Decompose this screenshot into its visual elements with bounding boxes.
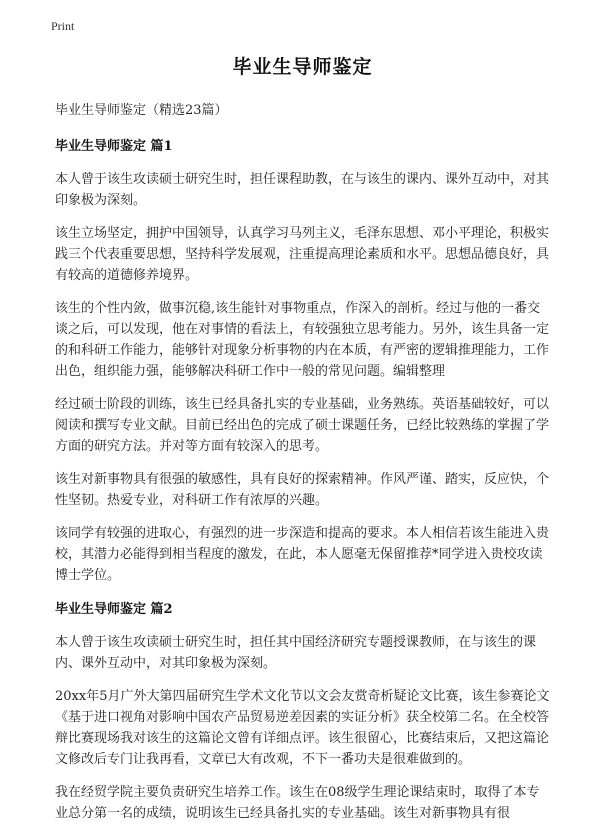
document-body	[55, 52, 550, 836]
paragraph: 该生对新事物具有很强的敏感性，具有良好的探索精神。作风严谨、踏实，反应快，个性坚韧。热爱专业，对科研工作有浓厚的兴趣。	[55, 472, 550, 508]
document-subtitle: 毕业生导师鉴定（精选23篇）	[55, 103, 228, 118]
print-link[interactable]: Print	[51, 19, 75, 33]
paragraph: 本人曾于该生攻读硕士研究生时，担任课程助教，在与该生的课内、课外互动中，对其印象极为深刻。	[55, 172, 550, 208]
paragraph: 该生的个性内敛，做事沉稳,该生能针对事物重点，作深入的剖析。经过与他的一番交谈之后，可以发现，他在对事情的看法上，有较强独立思考能力。另外，该生具备一定的和科研工作能力，能够针对现象分析事物的内在本质，有严密的逻辑推理能力，工作出色，组织能力强，能够解决科研工作中一般的常见问题。编辑整理	[55, 301, 550, 379]
section-heading-1: 毕业生导师鉴定 篇1	[55, 139, 173, 154]
paragraph: 我在经贸学院主要负责研究生培养工作。该生在08级学生理论课结束时，取得了本专业总分第一名的成绩，说明该生已经具备扎实的专业基础。该生对新事物具有很	[55, 785, 540, 821]
page-title: 毕业生导师鉴定	[232, 56, 373, 78]
paragraph: 该生立场坚定，拥护中国领导，认真学习马列主义，毛泽东思想、邓小平理论，积极实践三个代表重要思想，坚持科学发展观，注重提高理论素质和水平。思想品德良好，具有较高的道德修养境界。	[55, 226, 550, 283]
paragraph: 本人曾于该生攻读硕士研究生时，担任其中国经济研究专题授课教师，在与该生的课内、课外互动中，对其印象极为深刻。	[55, 635, 537, 671]
paragraph: 20xx年5月广外大第四届研究生学术文化节以文会友赏奇析疑论文比赛，该生参赛论文《基于进口视角对影响中国农产品贸易逆差因素的实证分析》获全校第二名。在全校答辩比赛现场我对该生的这篇论文曾有详细点评。该生很留心，比赛结束后，又把这篇论文修改后专门让我再看，文章已大有改观，不下一番功夫是很难做到的。	[55, 689, 550, 767]
paragraph: 经过硕士阶段的训练，该生已经具备扎实的专业基础，业务熟练。英语基础较好，可以阅读和撰写专业文献。目前已经出色的完成了硕士课题任务，已经比较熟练的掌握了学方面的研究方法。并对等方面有较深入的思考。	[55, 397, 550, 454]
paragraph: 该同学有较强的进取心，有强烈的进一步深造和提高的要求。本人相信若该生能进入贵校，其潜力必能得到相当程度的激发，在此，本人愿毫无保留推荐*同学进入贵校攻读博士学位。	[55, 526, 550, 583]
section-heading-2: 毕业生导师鉴定 篇2	[55, 602, 173, 617]
